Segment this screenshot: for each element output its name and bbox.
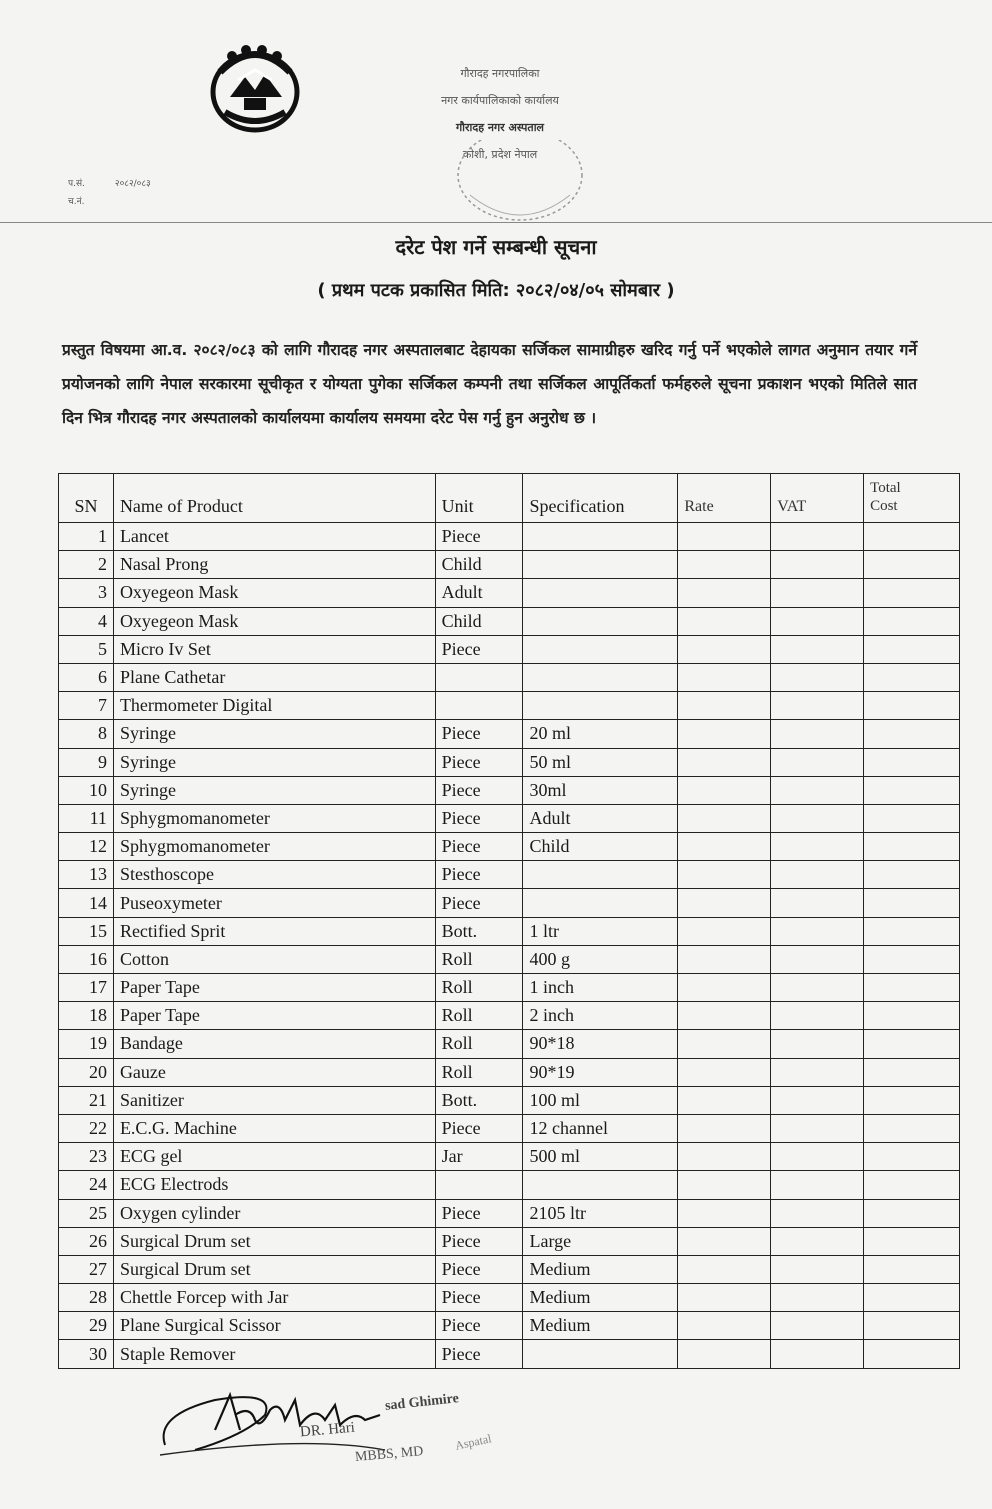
cell-sn: 13	[59, 861, 114, 889]
table-row	[59, 1171, 960, 1199]
cell-total-cost	[864, 833, 960, 861]
table-row	[59, 1284, 960, 1312]
cell-specification	[523, 1340, 678, 1368]
cell-product-name: Sphygmomanometer	[113, 804, 435, 832]
table-row	[59, 1199, 960, 1227]
cell-vat	[771, 861, 864, 889]
cell-unit: Piece	[435, 748, 523, 776]
cell-total-cost	[864, 1171, 960, 1199]
cell-total-cost	[864, 1255, 960, 1283]
cell-unit: Piece	[435, 635, 523, 663]
cell-specification: 1 inch	[523, 974, 678, 1002]
cell-vat	[771, 1058, 864, 1086]
cell-product-name: Puseoxymeter	[113, 889, 435, 917]
cell-unit: Roll	[435, 1002, 523, 1030]
header-sn: SN	[59, 474, 114, 523]
cell-unit: Piece	[435, 776, 523, 804]
cell-vat	[771, 1312, 864, 1340]
cell-unit: Piece	[435, 889, 523, 917]
cell-rate	[678, 945, 771, 973]
ref-label: प.सं.	[68, 179, 85, 189]
cell-sn: 8	[59, 720, 114, 748]
cell-specification: 90*19	[523, 1058, 678, 1086]
cell-sn: 27	[59, 1255, 114, 1283]
cell-total-cost	[864, 1114, 960, 1142]
cell-product-name: Sphygmomanometer	[113, 833, 435, 861]
reference-block	[68, 175, 181, 211]
table-row	[59, 945, 960, 973]
cell-unit: Roll	[435, 974, 523, 1002]
cell-rate	[678, 1114, 771, 1142]
cell-sn: 15	[59, 917, 114, 945]
table-row	[59, 551, 960, 579]
cell-product-name: Rectified Sprit	[113, 917, 435, 945]
cell-sn: 25	[59, 1199, 114, 1227]
cell-vat	[771, 663, 864, 691]
office-stamp-icon	[450, 140, 590, 235]
table-row	[59, 1002, 960, 1030]
cell-product-name: Paper Tape	[113, 974, 435, 1002]
cell-specification: Large	[523, 1227, 678, 1255]
table-header-row	[59, 474, 960, 523]
cell-specification: Child	[523, 833, 678, 861]
cell-rate	[678, 889, 771, 917]
notice-title: दरेट पेश गर्ने सम्बन्धी सूचना	[395, 235, 597, 259]
cell-sn: 19	[59, 1030, 114, 1058]
ref-value: २०८२/०८३	[114, 179, 151, 189]
cell-rate	[678, 607, 771, 635]
cell-sn: 29	[59, 1312, 114, 1340]
cell-specification	[523, 1171, 678, 1199]
cell-total-cost	[864, 776, 960, 804]
cell-rate	[678, 1030, 771, 1058]
cell-vat	[771, 804, 864, 832]
cell-vat	[771, 1284, 864, 1312]
cell-unit: Piece	[435, 1312, 523, 1340]
cell-vat	[771, 579, 864, 607]
cell-unit	[435, 1171, 523, 1199]
cell-vat	[771, 945, 864, 973]
cell-specification	[523, 692, 678, 720]
cell-unit: Bott.	[435, 917, 523, 945]
cell-unit: Piece	[435, 1340, 523, 1368]
table-row	[59, 635, 960, 663]
cell-rate	[678, 776, 771, 804]
cell-vat	[771, 748, 864, 776]
cell-unit: Child	[435, 607, 523, 635]
cell-vat	[771, 1255, 864, 1283]
cell-vat	[771, 523, 864, 551]
cell-sn: 9	[59, 748, 114, 776]
cell-vat	[771, 974, 864, 1002]
cell-unit: Adult	[435, 579, 523, 607]
cell-sn: 21	[59, 1086, 114, 1114]
cell-rate	[678, 523, 771, 551]
header-vat: VAT	[771, 474, 864, 523]
cell-specification: 50 ml	[523, 748, 678, 776]
cell-unit: Piece	[435, 833, 523, 861]
header-unit: Unit	[435, 474, 523, 523]
cell-unit: Piece	[435, 1284, 523, 1312]
cell-sn: 3	[59, 579, 114, 607]
cell-unit: Child	[435, 551, 523, 579]
cell-total-cost	[864, 523, 960, 551]
cell-total-cost	[864, 1340, 960, 1368]
cell-rate	[678, 1255, 771, 1283]
cell-unit: Piece	[435, 1114, 523, 1142]
header-divider	[0, 222, 992, 223]
table-row	[59, 974, 960, 1002]
table-row	[59, 1255, 960, 1283]
table-row	[59, 1058, 960, 1086]
cn-label: च.नं.	[68, 197, 85, 207]
cell-rate	[678, 1227, 771, 1255]
cell-product-name: Surgical Drum set	[113, 1255, 435, 1283]
cell-specification: 12 channel	[523, 1114, 678, 1142]
cell-product-name: Staple Remover	[113, 1340, 435, 1368]
cell-specification: 100 ml	[523, 1086, 678, 1114]
table-row	[59, 1312, 960, 1340]
cell-specification: 400 g	[523, 945, 678, 973]
cell-specification: 2105 ltr	[523, 1199, 678, 1227]
cell-vat	[771, 833, 864, 861]
cell-specification: 1 ltr	[523, 917, 678, 945]
cell-rate	[678, 1199, 771, 1227]
cell-rate	[678, 551, 771, 579]
cell-unit: Bott.	[435, 1086, 523, 1114]
cell-unit: Roll	[435, 1030, 523, 1058]
cell-specification	[523, 551, 678, 579]
cell-vat	[771, 1002, 864, 1030]
signature-name-line: DR. Hari	[299, 1419, 356, 1441]
cell-total-cost	[864, 974, 960, 1002]
cell-specification	[523, 889, 678, 917]
cell-total-cost	[864, 663, 960, 691]
cell-unit	[435, 692, 523, 720]
cell-sn: 14	[59, 889, 114, 917]
table-row	[59, 1114, 960, 1142]
cell-rate	[678, 748, 771, 776]
table-row	[59, 833, 960, 861]
cell-specification: Medium	[523, 1312, 678, 1340]
cell-specification: Medium	[523, 1284, 678, 1312]
cell-vat	[771, 607, 864, 635]
cell-vat	[771, 1114, 864, 1142]
cell-vat	[771, 917, 864, 945]
table-row	[59, 1143, 960, 1171]
cell-rate	[678, 917, 771, 945]
cell-product-name: ECG Electrods	[113, 1171, 435, 1199]
cell-total-cost	[864, 1002, 960, 1030]
cell-vat	[771, 1143, 864, 1171]
cell-unit: Piece	[435, 861, 523, 889]
table-row	[59, 579, 960, 607]
cell-product-name: E.C.G. Machine	[113, 1114, 435, 1142]
header-total-cost	[864, 474, 960, 523]
cell-vat	[771, 1340, 864, 1368]
cell-unit: Piece	[435, 1199, 523, 1227]
cell-rate	[678, 861, 771, 889]
table-row	[59, 1227, 960, 1255]
cell-sn: 23	[59, 1143, 114, 1171]
cell-specification: 30ml	[523, 776, 678, 804]
cell-total-cost	[864, 692, 960, 720]
cell-rate	[678, 1171, 771, 1199]
header-name: Name of Product	[113, 474, 435, 523]
table-row	[59, 1030, 960, 1058]
cell-product-name: Plane Cathetar	[113, 663, 435, 691]
cell-sn: 6	[59, 663, 114, 691]
cell-vat	[771, 1030, 864, 1058]
cell-specification: Adult	[523, 804, 678, 832]
cell-specification	[523, 861, 678, 889]
header-total-line2: Cost	[870, 498, 898, 514]
cell-product-name: Paper Tape	[113, 1002, 435, 1030]
notice-subtitle: ( प्रथम पटक प्रकासित मिति: २०८२/०४/०५ सोमबार )	[317, 280, 675, 301]
cell-rate	[678, 663, 771, 691]
cell-total-cost	[864, 1312, 960, 1340]
cell-sn: 1	[59, 523, 114, 551]
cell-sn: 24	[59, 1171, 114, 1199]
cell-specification	[523, 579, 678, 607]
cell-sn: 30	[59, 1340, 114, 1368]
office-line-2: नगर कार्यपालिकाको कार्यालय	[441, 94, 559, 107]
cell-sn: 17	[59, 974, 114, 1002]
cell-product-name: Nasal Prong	[113, 551, 435, 579]
cell-product-name: Thermometer Digital	[113, 692, 435, 720]
cell-total-cost	[864, 1284, 960, 1312]
cell-rate	[678, 579, 771, 607]
table-row	[59, 720, 960, 748]
cell-sn: 11	[59, 804, 114, 832]
table-row	[59, 917, 960, 945]
cell-total-cost	[864, 1227, 960, 1255]
cell-specification	[523, 523, 678, 551]
header-rate: Rate	[678, 474, 771, 523]
office-line-4: कोशी, प्रदेश नेपाल	[462, 148, 538, 161]
table-row	[59, 804, 960, 832]
table-row	[59, 1340, 960, 1368]
cell-unit: Piece	[435, 804, 523, 832]
cell-unit: Piece	[435, 1255, 523, 1283]
table-row	[59, 889, 960, 917]
signature-degree: MBBS, MD	[354, 1444, 424, 1465]
signature-hospital: Aspatal	[453, 1431, 493, 1453]
cell-sn: 7	[59, 692, 114, 720]
cell-sn: 10	[59, 776, 114, 804]
cell-total-cost	[864, 635, 960, 663]
government-emblem-icon	[200, 42, 310, 137]
cell-product-name: Micro Iv Set	[113, 635, 435, 663]
cell-rate	[678, 804, 771, 832]
cell-unit: Roll	[435, 1058, 523, 1086]
cell-vat	[771, 551, 864, 579]
cell-product-name: Chettle Forcep with Jar	[113, 1284, 435, 1312]
cell-total-cost	[864, 1143, 960, 1171]
cell-specification: 2 inch	[523, 1002, 678, 1030]
cell-specification	[523, 663, 678, 691]
cell-unit: Jar	[435, 1143, 523, 1171]
cell-vat	[771, 1171, 864, 1199]
cell-rate	[678, 1284, 771, 1312]
cell-vat	[771, 1199, 864, 1227]
cell-rate	[678, 1058, 771, 1086]
cell-total-cost	[864, 551, 960, 579]
cell-rate	[678, 720, 771, 748]
cell-total-cost	[864, 748, 960, 776]
cell-specification: 90*18	[523, 1030, 678, 1058]
cell-specification: 500 ml	[523, 1143, 678, 1171]
cell-sn: 18	[59, 1002, 114, 1030]
cell-product-name: Plane Surgical Scissor	[113, 1312, 435, 1340]
table-row	[59, 607, 960, 635]
cell-product-name: Surgical Drum set	[113, 1227, 435, 1255]
header-spec: Specification	[523, 474, 678, 523]
products-table	[58, 473, 960, 1369]
table-row	[59, 748, 960, 776]
cell-rate	[678, 692, 771, 720]
cell-rate	[678, 1002, 771, 1030]
cell-product-name: ECG gel	[113, 1143, 435, 1171]
cell-specification: 20 ml	[523, 720, 678, 748]
table-row	[59, 776, 960, 804]
cell-product-name: Cotton	[113, 945, 435, 973]
table-row	[59, 663, 960, 691]
cell-total-cost	[864, 1086, 960, 1114]
table-row	[59, 523, 960, 551]
cell-product-name: Gauze	[113, 1058, 435, 1086]
cell-sn: 12	[59, 833, 114, 861]
cell-total-cost	[864, 861, 960, 889]
cell-total-cost	[864, 1058, 960, 1086]
cell-sn: 16	[59, 945, 114, 973]
header-total-line1: Total	[870, 480, 901, 496]
cell-unit: Roll	[435, 945, 523, 973]
cell-rate	[678, 1312, 771, 1340]
notice-body: प्रस्तुत विषयमा आ.व. २०८२/०८३ को लागि गौरादह नगर अस्पतालबाट देहायका सर्जिकल सामाग्रीहरु खरिद गर्नु पर्ने भएकोले लागत अनुमान तयार गर्ने प्रयोजनको लागि नेपाल सरकारमा सूचीकृत र योग्यता पुगेका सर्जिकल कम्पनी तथा सर्जिकल आपूर्तिकर्ता फर्महरुले सूचना प्रकाशन भएको मितिले सात दिन भित्र गौरादह नगर अस्पतालको कार्यालयमा कार्यालय समयमा दरेट पेस गर्नु हुन अनुरोध छ ।	[62, 341, 917, 427]
cell-total-cost	[864, 917, 960, 945]
cell-product-name: Oxyegeon Mask	[113, 607, 435, 635]
cell-rate	[678, 1340, 771, 1368]
cell-vat	[771, 889, 864, 917]
cell-product-name: Lancet	[113, 523, 435, 551]
cell-sn: 22	[59, 1114, 114, 1142]
cell-total-cost	[864, 1199, 960, 1227]
cell-product-name: Syringe	[113, 776, 435, 804]
office-line-3: गौरादह नगर अस्पताल	[455, 121, 545, 134]
cell-sn: 28	[59, 1284, 114, 1312]
table-row	[59, 1086, 960, 1114]
cell-vat	[771, 1227, 864, 1255]
cell-sn: 5	[59, 635, 114, 663]
cell-sn: 4	[59, 607, 114, 635]
cell-specification	[523, 607, 678, 635]
cell-sn: 20	[59, 1058, 114, 1086]
cell-rate	[678, 635, 771, 663]
cell-total-cost	[864, 579, 960, 607]
table-row	[59, 861, 960, 889]
office-line-1: गौरादह नगरपालिका	[460, 67, 540, 80]
cell-total-cost	[864, 804, 960, 832]
cell-unit	[435, 663, 523, 691]
cell-unit: Piece	[435, 720, 523, 748]
cell-vat	[771, 720, 864, 748]
cell-product-name: Syringe	[113, 720, 435, 748]
cell-specification	[523, 635, 678, 663]
cell-unit: Piece	[435, 1227, 523, 1255]
cell-unit: Piece	[435, 523, 523, 551]
cell-vat	[771, 692, 864, 720]
table-row	[59, 692, 960, 720]
signature-name-fragment: sad Ghimire	[384, 1391, 460, 1414]
cell-rate	[678, 974, 771, 1002]
cell-product-name: Bandage	[113, 1030, 435, 1058]
cell-rate	[678, 833, 771, 861]
cell-sn: 2	[59, 551, 114, 579]
cell-total-cost	[864, 607, 960, 635]
cell-total-cost	[864, 889, 960, 917]
cell-product-name: Oxyegeon Mask	[113, 579, 435, 607]
cell-product-name: Oxygen cylinder	[113, 1199, 435, 1227]
cell-product-name: Sanitizer	[113, 1086, 435, 1114]
cell-product-name: Syringe	[113, 748, 435, 776]
cell-vat	[771, 1086, 864, 1114]
cell-rate	[678, 1143, 771, 1171]
cell-vat	[771, 635, 864, 663]
cell-product-name: Stesthoscope	[113, 861, 435, 889]
cell-specification: Medium	[523, 1255, 678, 1283]
cell-sn: 26	[59, 1227, 114, 1255]
cell-total-cost	[864, 945, 960, 973]
cell-total-cost	[864, 1030, 960, 1058]
cell-vat	[771, 776, 864, 804]
cell-total-cost	[864, 720, 960, 748]
cell-rate	[678, 1086, 771, 1114]
